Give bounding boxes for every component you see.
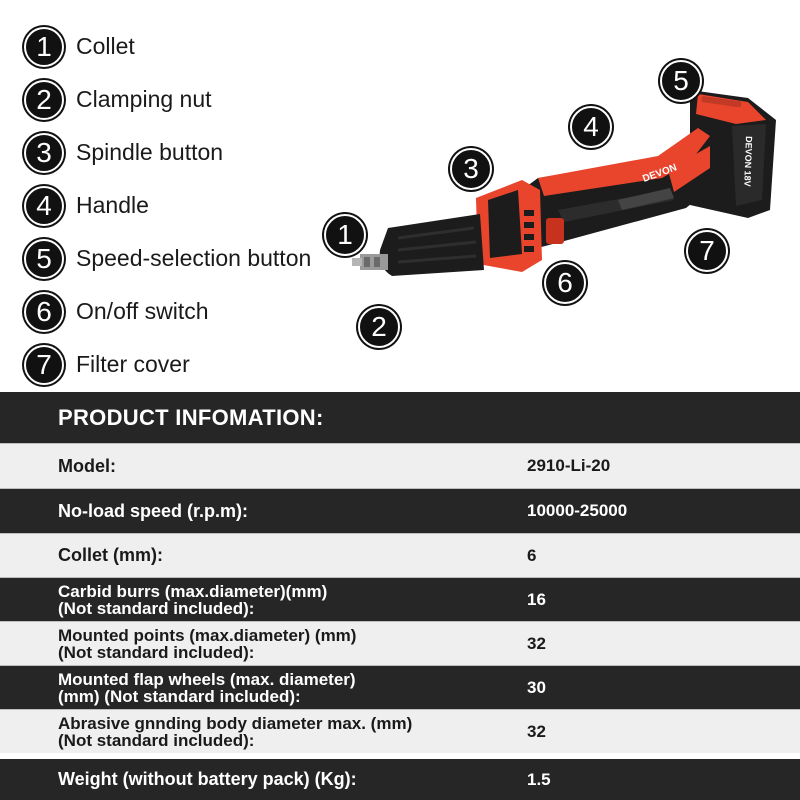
row-value: 30 [527,677,546,697]
nose-grip [380,214,484,276]
row-value: 16 [527,589,546,609]
callout-6: 6 [544,262,586,304]
row-value: 1.5 [527,769,551,789]
legend-label: Filter cover [76,351,190,377]
collet-assembly [352,254,388,270]
product-info-table [0,392,800,800]
callout-2: 2 [358,306,400,348]
legend-item-clamping-nut [24,73,324,126]
callout-1: 1 [324,214,366,256]
row-label: Model: [58,455,116,476]
row-label: Weight (without battery pack) (Kg): [58,769,357,789]
callout-3: 3 [450,148,492,190]
table-title: PRODUCT INFOMATION: [0,392,800,443]
on-off-switch-shape [546,218,564,244]
row-value: 6 [527,545,537,565]
row-label: Carbid burrs (max.diameter)(mm) (Not standard included): [58,581,328,618]
legend-label: Speed-selection button [76,245,312,271]
brand-logo: DEVON [641,162,679,185]
table-row [0,533,800,577]
legend-label: Handle [76,192,149,218]
row-label: Mounted points (max.diameter) (mm) (Not standard included): [58,625,357,662]
row-value: 2910-Li-20 [527,456,611,475]
legend-item-filter-cover [24,338,324,391]
table-row [0,753,800,800]
legend-label: Collet [76,33,135,59]
head-collar [476,180,542,272]
parts-legend [24,20,324,391]
table-row [0,709,800,753]
number-badge: 6 [24,292,64,332]
legend-label: On/off switch [76,298,209,324]
table-row [0,443,800,488]
legend-label: Clamping nut [76,86,212,112]
number-badge: 7 [24,345,64,385]
legend-item-on-off-switch [24,285,324,338]
row-label: Abrasive gnnding body diameter max. (mm) (Not standard included): [58,713,413,750]
row-value: 10000-25000 [527,501,628,520]
number-badge: 5 [24,239,64,279]
battery-label: DEVON 18V [742,135,754,187]
number-badge: 1 [24,27,64,67]
legend-label: Spindle button [76,139,224,165]
number-badge: 3 [24,133,64,173]
number-badge: 2 [24,80,64,120]
row-value: 32 [527,633,546,653]
row-label: Mounted flap wheels (max. diameter) (mm) (Not standard included): [58,669,356,706]
table-row [0,488,800,533]
table-row [0,665,800,709]
row-label: No-load speed (r.p.m): [58,500,249,521]
callout-7: 7 [686,230,728,272]
legend-item-collet [24,20,324,73]
legend-item-handle [24,179,324,232]
table-row [0,577,800,621]
number-badge: 4 [24,186,64,226]
row-value: 32 [527,721,546,741]
die-grinder-illustration [318,50,800,360]
callout-5: 5 [660,60,702,102]
table-row [0,621,800,665]
legend-item-speed-selection [24,232,324,285]
legend-item-spindle-button [24,126,324,179]
row-label: Collet (mm): [58,545,163,565]
callout-4: 4 [570,106,612,148]
